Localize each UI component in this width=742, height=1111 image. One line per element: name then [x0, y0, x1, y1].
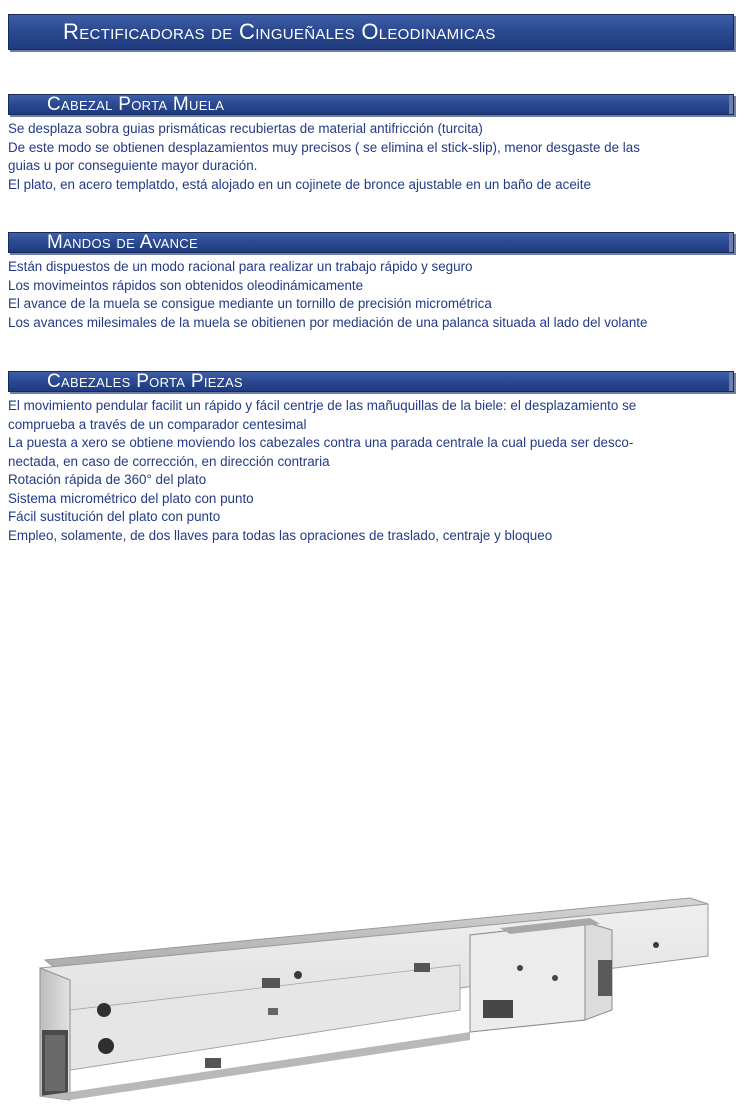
section-heading-text: Cabezales Porta Piezas — [47, 371, 243, 392]
body-line: El avance de la muela se consigue mediante un tornillo de precisión micrométrica — [8, 296, 492, 311]
body-line: El plato, en acero templatdo, está alojado en un cojinete de bronce ajustable en un baño de aceite — [8, 176, 591, 192]
body-line: Los movimeintos rápidos son obtenidos oleodinámicamente — [8, 277, 364, 293]
body-line: comprueba a través de un comparador centesimal — [8, 416, 307, 432]
body-line: Fácil sustitución del plato con punto — [8, 509, 221, 524]
body-line: Los avances milesimales de la muela se obitienen por mediación de una palanca situada al lado del volante — [8, 314, 648, 330]
body-line: El movimiento pendular facilit un rápido y fácil centrje de las mañuquillas de la biele: el desplazamiento se — [8, 398, 637, 413]
section-heading-mandos-de-avance — [8, 232, 734, 253]
body-line: Están dispuestos de un modo racional para realizar un trabajo rápido y seguro — [8, 259, 473, 274]
page-title-bar — [8, 14, 734, 50]
body-line: Sistema micrométrico del plato con punto — [8, 490, 254, 506]
section-body-mandos-de-avance — [8, 258, 734, 332]
body-line: Se desplaza sobra guias prismáticas recubiertas de material antifricción (turcita) — [8, 121, 483, 136]
section-heading-text: Cabezal Porta Muela — [47, 94, 225, 115]
section-body-cabezales-porta-piezas — [8, 397, 734, 545]
section-heading-text: Mandos de Avance — [47, 232, 198, 253]
machine-bed-photo — [0, 860, 742, 1111]
body-line: Empleo, solamente, de dos llaves para todas las opraciones de traslado, centraje y bloqueo — [8, 527, 553, 543]
section-heading-cabezales-porta-piezas — [8, 371, 734, 392]
section-heading-cabezal-porta-muela — [8, 94, 734, 115]
body-line: Rotación rápida de 360° del plato — [8, 472, 207, 487]
body-line: guias u por conseguiente mayor duración. — [8, 158, 258, 173]
body-line: nectada, en caso de corrección, en dirección contraria — [8, 453, 330, 469]
body-line: La puesta a xero se obtiene moviendo los cabezales contra una parada centrale la cual pueda ser desco- — [8, 435, 634, 450]
page-title: Rectificadoras de Cingueñales Oleodinamicas — [63, 19, 496, 44]
section-body-cabezal-porta-muela — [8, 120, 734, 194]
body-line: De este modo se obtienen desplazamientos muy precisos ( se elimina el stick-slip), menor desgaste de las — [8, 139, 640, 155]
